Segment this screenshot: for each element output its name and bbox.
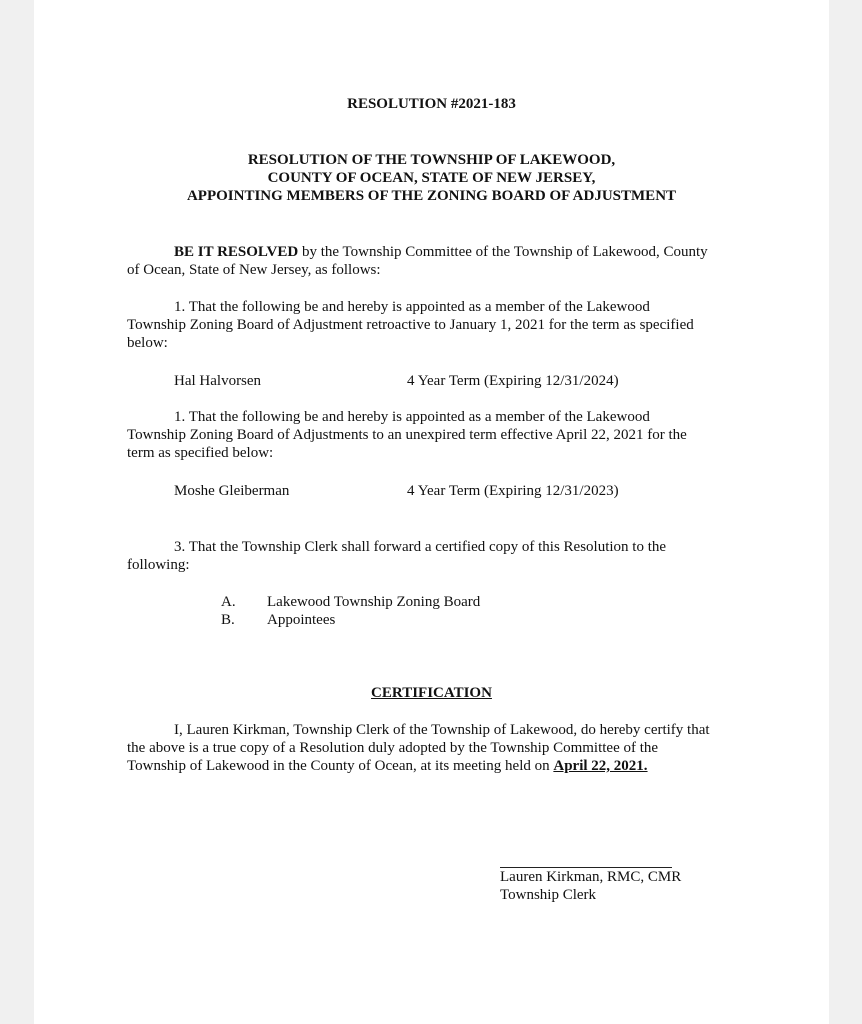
item2-line-2: Township Zoning Board of Adjustments to an unexpired term effective April 22, 2021 for the bbox=[127, 427, 687, 443]
intro-line-1-rest: by the Township Committee of the Township of Lakewood, County bbox=[298, 244, 708, 260]
signer-name: Lauren Kirkman, RMC, CMR bbox=[500, 869, 682, 885]
certification-line-1: I, Lauren Kirkman, Township Clerk of the Township of Lakewood, do hereby certify that bbox=[174, 722, 710, 738]
signer-title: Township Clerk bbox=[500, 887, 597, 903]
intro-line-2: of Ocean, State of New Jersey, as follows: bbox=[127, 262, 381, 278]
item2-term: 4 Year Term (Expiring 12/31/2023) bbox=[407, 483, 619, 499]
item3-line-1: 3. That the Township Clerk shall forward a certified copy of this Resolution to the bbox=[174, 539, 667, 555]
title-line-2: COUNTY OF OCEAN, STATE OF NEW JERSEY, bbox=[267, 170, 596, 186]
intro-lead: BE IT RESOLVED bbox=[174, 244, 299, 260]
item2-line-3: term as specified below: bbox=[127, 445, 274, 461]
title-line-1: RESOLUTION OF THE TOWNSHIP OF LAKEWOOD, bbox=[247, 152, 616, 168]
item1-line-1: 1. That the following be and hereby is appointed as a member of the Lakewood bbox=[174, 299, 650, 315]
item1-line-2: Township Zoning Board of Adjustment retroactive to January 1, 2021 for the term as specified bbox=[127, 317, 694, 333]
certification-line-2: the above is a true copy of a Resolution duly adopted by the Township Committee of the bbox=[127, 740, 659, 756]
intro-line-1 bbox=[174, 243, 708, 261]
item1-line-3: below: bbox=[127, 335, 168, 351]
item1-appointee: Hal Halvorsen bbox=[174, 373, 262, 389]
meeting-date: April 22, 2021. bbox=[553, 758, 648, 774]
certification-heading: CERTIFICATION bbox=[371, 685, 492, 701]
recipient-b-name: Appointees bbox=[267, 612, 336, 628]
item2-appointee: Moshe Gleiberman bbox=[174, 483, 290, 499]
certification-line-3 bbox=[127, 757, 648, 775]
recipient-a-name: Lakewood Township Zoning Board bbox=[267, 594, 481, 610]
item1-term: 4 Year Term (Expiring 12/31/2024) bbox=[407, 373, 619, 389]
item3-line-2: following: bbox=[127, 557, 190, 573]
title-line-3: APPOINTING MEMBERS OF THE ZONING BOARD OF ADJUSTMENT bbox=[186, 188, 677, 204]
recipient-b-letter: B. bbox=[221, 612, 235, 628]
certification-line-3-prefix: Township of Lakewood in the County of Ocean, at its meeting held on bbox=[127, 758, 554, 774]
item2-line-1: 1. That the following be and hereby is appointed as a member of the Lakewood bbox=[174, 409, 650, 425]
document-page bbox=[34, 0, 829, 1024]
resolution-number: RESOLUTION #2021-183 bbox=[347, 96, 516, 112]
recipient-a-letter: A. bbox=[221, 594, 236, 610]
